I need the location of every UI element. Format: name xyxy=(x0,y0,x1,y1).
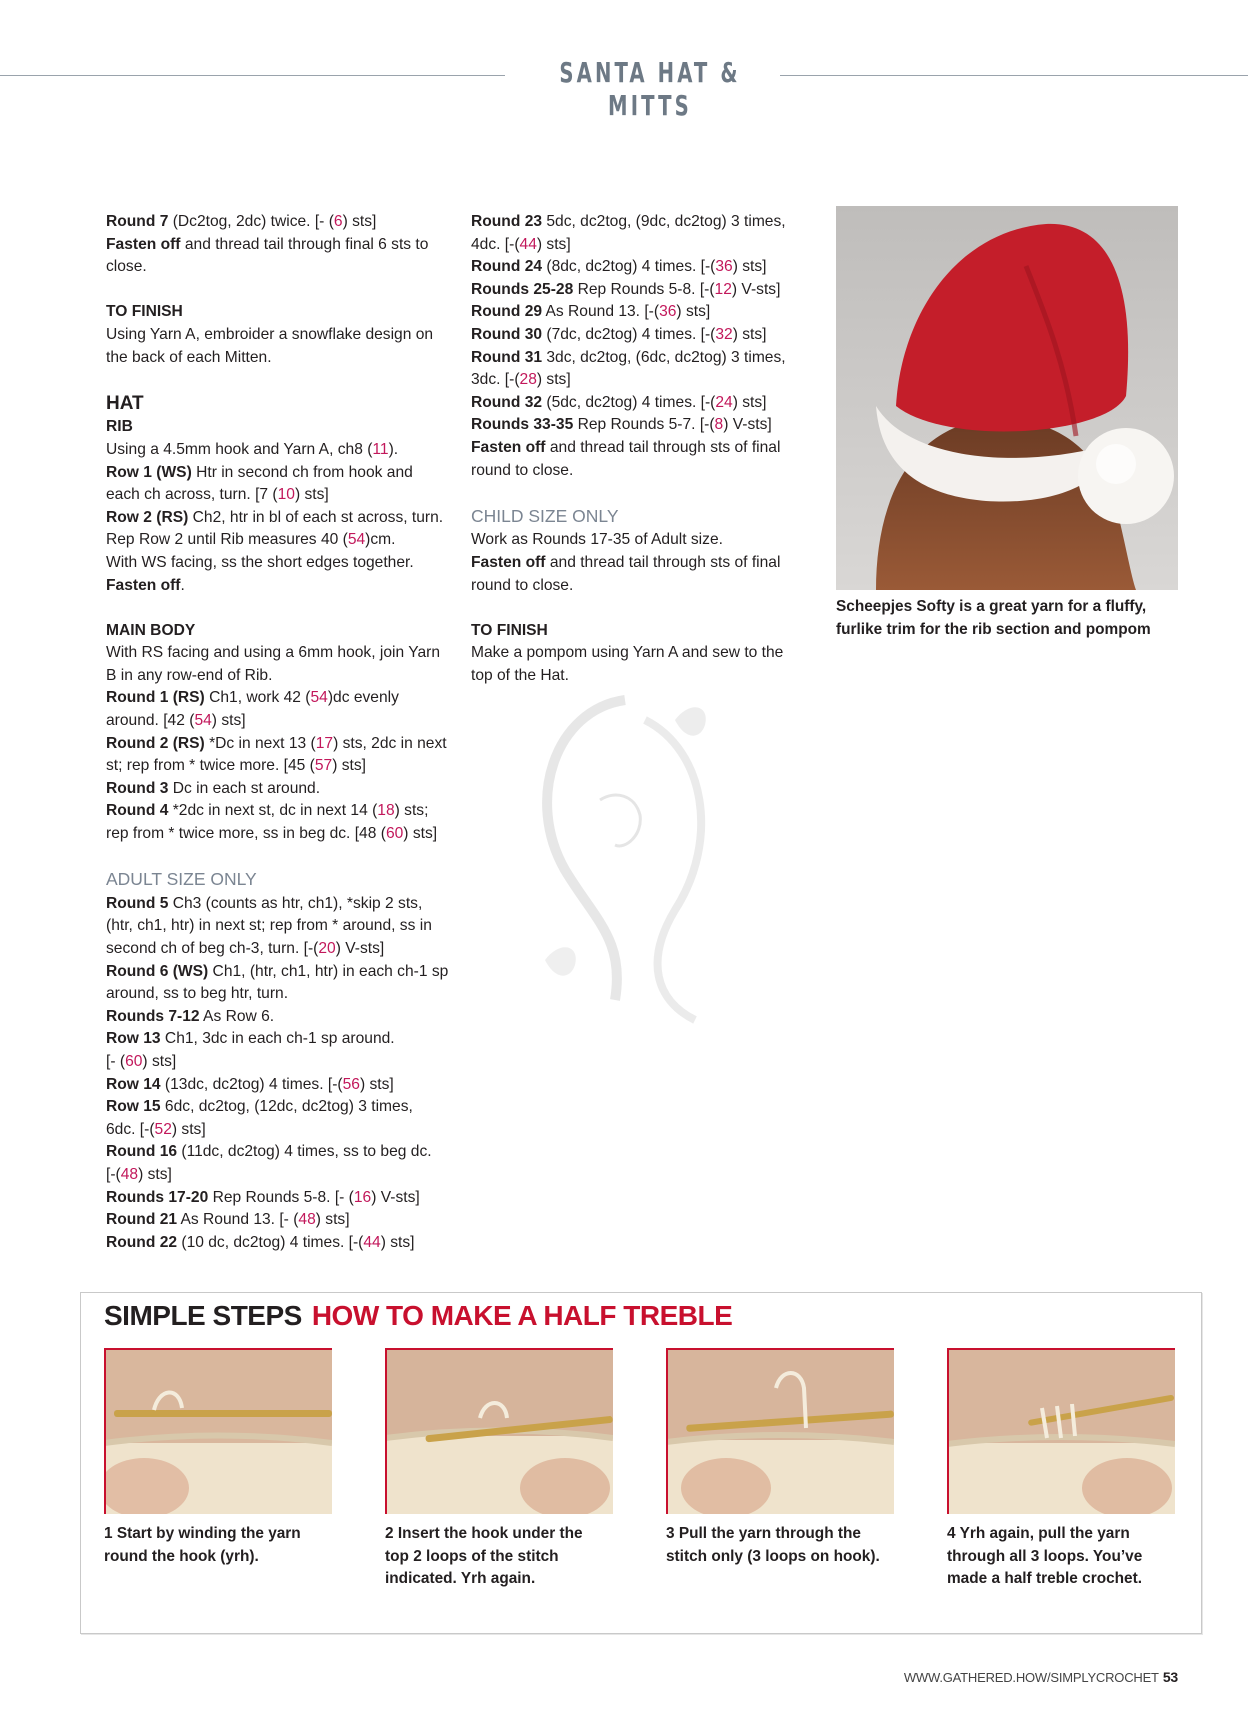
santa-hat-photo xyxy=(836,206,1178,590)
caption-line: Scheepjes Softy is a great yarn for a fluffy, xyxy=(836,598,1147,615)
pattern-line xyxy=(106,733,466,756)
header-rule-left xyxy=(0,75,505,76)
child-size-count: 20 xyxy=(318,940,336,957)
child-size-count: 12 xyxy=(714,280,732,298)
instruction-text: Make a pompom using Yarn A and sew to the xyxy=(471,644,784,662)
instruction-text: Work as Rounds 17-35 of Adult size. xyxy=(471,531,723,549)
pattern-line xyxy=(106,800,466,823)
step-line xyxy=(104,1523,340,1546)
steps-title-subject: HOW TO MAKE A HALF TREBLE xyxy=(311,1300,733,1331)
child-size-count: 32 xyxy=(715,325,733,343)
row-label: Round 31 xyxy=(471,348,543,366)
section-heading: TO FINISH xyxy=(471,621,548,639)
pattern-line xyxy=(106,575,466,598)
child-size-count: 52 xyxy=(154,1120,172,1138)
step-text-line: Start by winding the yarn xyxy=(116,1525,301,1542)
step-3-text xyxy=(666,1523,902,1568)
step-line xyxy=(947,1568,1183,1591)
caption-line: furlike trim for the rib section and pompom xyxy=(836,620,1151,638)
pattern-line xyxy=(106,915,466,938)
row-label: Fasten off xyxy=(471,438,546,456)
step-number: 3 xyxy=(666,1525,675,1542)
instruction-text: ) sts, 2dc in next xyxy=(333,734,447,752)
section-heading: MAIN BODY xyxy=(106,621,196,639)
instruction-text: ) sts; xyxy=(394,802,429,820)
step-number: 4 xyxy=(947,1525,956,1542)
instruction-text: Ch1, (htr, ch1, htr) in each ch-1 sp xyxy=(208,962,449,980)
pattern-line xyxy=(106,620,466,643)
row-label: Row 14 xyxy=(106,1075,161,1093)
pattern-line xyxy=(106,1187,466,1210)
instruction-text: . xyxy=(180,576,185,594)
step-1-photo xyxy=(104,1348,332,1514)
step-line xyxy=(385,1568,621,1591)
row-label: Rounds 17-20 xyxy=(106,1188,209,1206)
paragraph-gap xyxy=(471,482,811,505)
step-text-line: Yrh again, pull the yarn xyxy=(959,1525,1130,1542)
instruction-text: With WS facing, ss the short edges together. xyxy=(106,553,414,571)
simple-steps-title xyxy=(104,1300,732,1332)
pattern-line xyxy=(471,234,811,257)
instruction-text: (htr, ch1, htr) in next st; rep from * around, ss in xyxy=(106,917,432,935)
instruction-text: ). xyxy=(388,440,399,458)
step-line xyxy=(666,1546,902,1569)
size-subheading: CHILD SIZE ONLY xyxy=(471,505,619,526)
pattern-line xyxy=(106,1006,466,1029)
pattern-line xyxy=(106,961,466,984)
instruction-text: 3dc, dc2tog, (6dc, dc2tog) 3 times, xyxy=(542,348,786,366)
pattern-line xyxy=(106,484,466,507)
instruction-text: 4dc. [-( xyxy=(471,235,520,253)
child-size-count: 6 xyxy=(333,213,343,230)
instruction-text: top of the Hat. xyxy=(471,666,569,684)
row-label: Rounds 25-28 xyxy=(471,280,574,298)
instruction-text: ) sts] xyxy=(536,235,571,253)
instruction-text: [- ( xyxy=(106,1052,126,1070)
instruction-text: B in any row-end of Rib. xyxy=(106,666,273,684)
instruction-text: rep from * twice more, ss in beg dc. [48 ( xyxy=(106,825,386,843)
instruction-text: and thread tail through sts of final xyxy=(545,438,781,456)
pattern-line xyxy=(106,324,466,347)
row-label: Round 24 xyxy=(471,258,543,276)
pattern-line xyxy=(106,1051,466,1074)
pattern-line xyxy=(106,552,466,575)
pattern-line xyxy=(106,234,466,257)
instruction-text: (7dc, dc2tog) 4 times. [-( xyxy=(542,325,716,343)
instruction-text: 6dc, dc2tog, (12dc, dc2tog) 3 times, xyxy=(160,1098,413,1116)
instruction-text: ) V-sts] xyxy=(371,1188,420,1206)
child-size-count: 36 xyxy=(715,258,733,276)
pattern-line xyxy=(471,575,811,598)
child-size-count: 10 xyxy=(277,486,295,504)
instruction-text: each ch across, turn. [7 ( xyxy=(106,486,278,504)
instruction-text: (13dc, dc2tog) 4 times. [-( xyxy=(160,1075,343,1093)
row-label: Round 16 xyxy=(106,1143,178,1161)
child-size-count: 48 xyxy=(120,1165,139,1183)
step-text-line: indicated. Yrh again. xyxy=(385,1570,536,1588)
instruction-text: ) sts] xyxy=(536,371,571,389)
instruction-text: (Dc2tog, 2dc) twice. [- ( xyxy=(168,213,334,230)
instruction-text: Ch2, htr in bl of each st across, turn. xyxy=(188,508,444,526)
paragraph-gap xyxy=(106,279,466,302)
instruction-text: (11dc, dc2tog) 4 times, ss to beg dc. xyxy=(177,1143,432,1161)
row-label: Rounds 33-35 xyxy=(471,416,574,434)
instruction-text: and thread tail through final 6 sts to xyxy=(180,235,429,253)
step-4-photo xyxy=(947,1348,1175,1514)
instruction-text: second ch of beg ch-3, turn. [-( xyxy=(106,940,319,957)
page-header-title: SANTA HAT & MITTS xyxy=(559,56,741,122)
pattern-column-1 xyxy=(106,211,466,1254)
row-label: Round 30 xyxy=(471,325,543,343)
step-2-photo xyxy=(385,1348,613,1514)
instruction-text: (10 dc, dc2tog) 4 times. [-( xyxy=(177,1233,364,1251)
pattern-line xyxy=(106,1164,466,1187)
step-text-line: Pull the yarn through the xyxy=(678,1525,861,1542)
step-2-text xyxy=(385,1523,621,1591)
row-label: Round 21 xyxy=(106,1211,178,1229)
step-3-photo xyxy=(666,1348,894,1514)
step-line xyxy=(104,1546,340,1569)
paragraph-gap xyxy=(106,597,466,620)
size-subheading: ADULT SIZE ONLY xyxy=(106,869,257,890)
pattern-line xyxy=(106,439,466,462)
child-size-count: 56 xyxy=(342,1075,360,1093)
pattern-line xyxy=(106,710,466,733)
row-label: Rounds 7-12 xyxy=(106,1007,200,1025)
instruction-text: Dc in each st around. xyxy=(168,779,321,797)
pattern-line xyxy=(106,778,466,801)
instruction-text: 5dc, dc2tog, (9dc, dc2tog) 3 times, xyxy=(542,213,786,230)
instruction-text: ) sts] xyxy=(380,1233,415,1251)
instruction-text: ) sts] xyxy=(403,825,438,843)
pattern-line xyxy=(471,620,811,643)
instruction-text: ) V-sts] xyxy=(723,416,772,434)
step-4-text xyxy=(947,1523,1183,1591)
header-rule-right xyxy=(780,75,1248,76)
steps-title-label: SIMPLE STEPS xyxy=(104,1300,302,1331)
pattern-line xyxy=(106,301,466,324)
row-label: Round 2 (RS) xyxy=(106,734,205,752)
row-label: Fasten off xyxy=(106,576,181,594)
instruction-text: ) sts] xyxy=(332,757,366,775)
row-label: Round 3 xyxy=(106,779,169,797)
child-size-count: 44 xyxy=(519,235,537,253)
instruction-text: ) sts] xyxy=(732,393,767,411)
row-label: Round 6 (WS) xyxy=(106,962,209,980)
step-text-line: top 2 loops of the stitch xyxy=(385,1547,559,1565)
pattern-line xyxy=(106,507,466,530)
row-label: Row 13 xyxy=(106,1030,161,1048)
pattern-line xyxy=(471,529,811,552)
pattern-line xyxy=(106,1096,466,1119)
instruction-text: around. [42 ( xyxy=(106,712,195,730)
step-text-line: round the hook (yrh). xyxy=(104,1547,259,1565)
step-text-line: made a half treble crochet. xyxy=(947,1570,1143,1588)
instruction-text: close. xyxy=(106,258,147,276)
row-label: Round 4 xyxy=(106,802,169,820)
pattern-line xyxy=(106,823,466,846)
instruction-text: ) sts] xyxy=(171,1120,206,1138)
instruction-text: (8dc, dc2tog) 4 times. [-( xyxy=(542,258,716,276)
instruction-text: ) sts] xyxy=(342,213,377,230)
pattern-line xyxy=(106,868,466,893)
pattern-line xyxy=(471,392,811,415)
instruction-text: ) sts] xyxy=(142,1052,177,1070)
pattern-line xyxy=(471,552,811,575)
instruction-text: and thread tail through sts of final xyxy=(545,553,781,571)
step-line xyxy=(947,1546,1183,1569)
instruction-text: Htr in second ch from hook and xyxy=(191,463,413,481)
instruction-text: )cm. xyxy=(365,531,396,549)
child-size-count: 60 xyxy=(385,825,404,843)
child-size-count: 16 xyxy=(353,1188,372,1206)
child-size-count: 48 xyxy=(298,1211,316,1229)
pattern-line xyxy=(471,460,811,483)
pattern-line xyxy=(106,755,466,778)
pattern-line xyxy=(471,324,811,347)
step-number: 2 xyxy=(385,1525,394,1542)
row-label: Row 15 xyxy=(106,1098,161,1116)
pattern-line xyxy=(471,437,811,460)
instruction-text: ) sts] xyxy=(732,325,767,343)
instruction-text: Using a 4.5mm hook and Yarn A, ch8 ( xyxy=(106,440,373,458)
instruction-text: Ch1, work 42 ( xyxy=(204,689,311,707)
row-label: Fasten off xyxy=(471,553,546,571)
child-size-count: 54 xyxy=(347,531,366,549)
step-line xyxy=(385,1523,621,1546)
watermark-logo xyxy=(505,680,745,1040)
instruction-text: )dc evenly xyxy=(327,689,399,707)
pattern-line xyxy=(106,665,466,688)
pattern-line xyxy=(471,369,811,392)
pattern-line xyxy=(106,416,466,439)
row-label: Row 2 (RS) xyxy=(106,508,189,526)
instruction-text: Using Yarn A, embroider a snowflake design on xyxy=(106,325,434,343)
pattern-line xyxy=(106,347,466,370)
step-line xyxy=(385,1546,621,1569)
pattern-line xyxy=(471,347,811,370)
instruction-text: Rep Rounds 5-8. [-( xyxy=(573,280,715,298)
pattern-line xyxy=(106,392,466,417)
row-label: Round 29 xyxy=(471,303,543,321)
pattern-line xyxy=(106,1209,466,1232)
instruction-text: round to close. xyxy=(471,461,574,479)
section-heading: TO FINISH xyxy=(106,303,183,321)
instruction-text: With RS facing and using a 6mm hook, join Yarn xyxy=(106,644,440,662)
instruction-text: Rep Row 2 until Rib measures 40 ( xyxy=(106,531,348,549)
pattern-line xyxy=(106,256,466,279)
instruction-text: the back of each Mitten. xyxy=(106,348,272,366)
footer-url: WWW.GATHERED.HOW/SIMPLYCROCHET xyxy=(903,1670,1159,1685)
pattern-line xyxy=(106,642,466,665)
pattern-line xyxy=(106,1119,466,1142)
step-number: 1 xyxy=(104,1525,113,1542)
instruction-text: (5dc, dc2tog) 4 times. [-( xyxy=(542,393,716,411)
child-size-count: 36 xyxy=(659,303,677,321)
row-label: Round 7 xyxy=(106,213,169,230)
instruction-text: As Round 13. [- ( xyxy=(177,1211,299,1229)
pattern-line xyxy=(471,279,811,302)
pattern-line xyxy=(471,505,811,530)
instruction-text: ) sts] xyxy=(294,486,329,504)
instruction-text: 3dc. [-( xyxy=(471,371,520,389)
pattern-line xyxy=(106,211,466,234)
step-text-line: Insert the hook under the xyxy=(397,1525,583,1542)
child-size-count: 54 xyxy=(194,712,212,730)
instruction-text: ) sts] xyxy=(315,1211,350,1229)
paragraph-gap xyxy=(471,597,811,620)
step-1-text xyxy=(104,1523,340,1568)
instruction-text: ) sts] xyxy=(732,258,767,276)
instruction-text: *2dc in next st, dc in next 14 ( xyxy=(168,802,378,820)
pattern-line xyxy=(471,301,811,324)
instruction-text: 6dc. [-( xyxy=(106,1120,155,1138)
child-size-count: 57 xyxy=(314,757,333,775)
child-size-count: 54 xyxy=(310,689,328,707)
pattern-line xyxy=(471,211,811,234)
instruction-text: ) V-sts] xyxy=(335,940,385,957)
instruction-text: Rep Rounds 5-8. [- ( xyxy=(208,1188,354,1206)
page-footer xyxy=(904,1669,1178,1685)
child-size-count: 18 xyxy=(377,802,395,820)
pattern-line xyxy=(106,1074,466,1097)
row-label: Round 23 xyxy=(471,213,543,230)
instruction-text: around, ss to beg htr, turn. xyxy=(106,985,289,1003)
photo-caption xyxy=(836,596,1176,641)
instruction-text: *Dc in next 13 ( xyxy=(204,734,316,752)
page-number: 53 xyxy=(1162,1669,1178,1685)
section-title: HAT xyxy=(106,392,144,414)
step-line xyxy=(666,1523,902,1546)
pattern-line xyxy=(471,256,811,279)
instruction-text: round to close. xyxy=(471,576,574,594)
row-label: Fasten off xyxy=(106,235,181,253)
pattern-line xyxy=(106,1141,466,1164)
pattern-line xyxy=(106,938,466,961)
child-size-count: 11 xyxy=(372,440,389,458)
instruction-text: st; rep from * twice more. [45 ( xyxy=(106,757,315,775)
instruction-text: ) sts] xyxy=(676,303,711,321)
instruction-text: Ch3 (counts as htr, ch1), *skip 2 sts, xyxy=(168,894,423,912)
instruction-text: ) sts] xyxy=(359,1075,394,1093)
pattern-line xyxy=(106,1028,466,1051)
row-label: Round 32 xyxy=(471,393,543,411)
instruction-text: ) sts] xyxy=(211,712,246,730)
row-label: Row 1 (WS) xyxy=(106,463,192,481)
row-label: Round 1 (RS) xyxy=(106,689,205,707)
paragraph-gap xyxy=(106,369,466,392)
step-text-line: stitch only (3 loops on hook). xyxy=(666,1547,880,1565)
child-size-count: 24 xyxy=(715,393,733,411)
row-label: Round 5 xyxy=(106,894,169,912)
row-label: Round 22 xyxy=(106,1233,178,1251)
pattern-line xyxy=(106,529,466,552)
step-text-line: through all 3 loops. You’ve xyxy=(947,1547,1143,1565)
pattern-line xyxy=(106,1232,466,1255)
child-size-count: 44 xyxy=(363,1233,381,1251)
child-size-count: 8 xyxy=(714,416,724,434)
child-size-count: 60 xyxy=(125,1052,143,1070)
pattern-line xyxy=(471,414,811,437)
section-heading: RIB xyxy=(106,418,133,436)
pattern-column-2 xyxy=(471,211,811,687)
pattern-line xyxy=(106,687,466,710)
step-line xyxy=(947,1523,1183,1546)
instruction-text: As Row 6. xyxy=(199,1007,275,1025)
pattern-line xyxy=(471,642,811,665)
instruction-text: ) V-sts] xyxy=(731,280,781,298)
pattern-line xyxy=(106,893,466,916)
child-size-count: 28 xyxy=(519,371,537,389)
pattern-line xyxy=(106,983,466,1006)
instruction-text: As Round 13. [-( xyxy=(542,303,660,321)
pattern-line xyxy=(106,462,466,485)
instruction-text: Rep Rounds 5-7. [-( xyxy=(573,416,715,434)
instruction-text: Ch1, 3dc in each ch-1 sp around. xyxy=(160,1030,395,1048)
child-size-count: 17 xyxy=(315,734,334,752)
instruction-text: [-( xyxy=(106,1165,121,1183)
paragraph-gap xyxy=(106,846,466,869)
instruction-text: ) sts] xyxy=(138,1165,172,1183)
